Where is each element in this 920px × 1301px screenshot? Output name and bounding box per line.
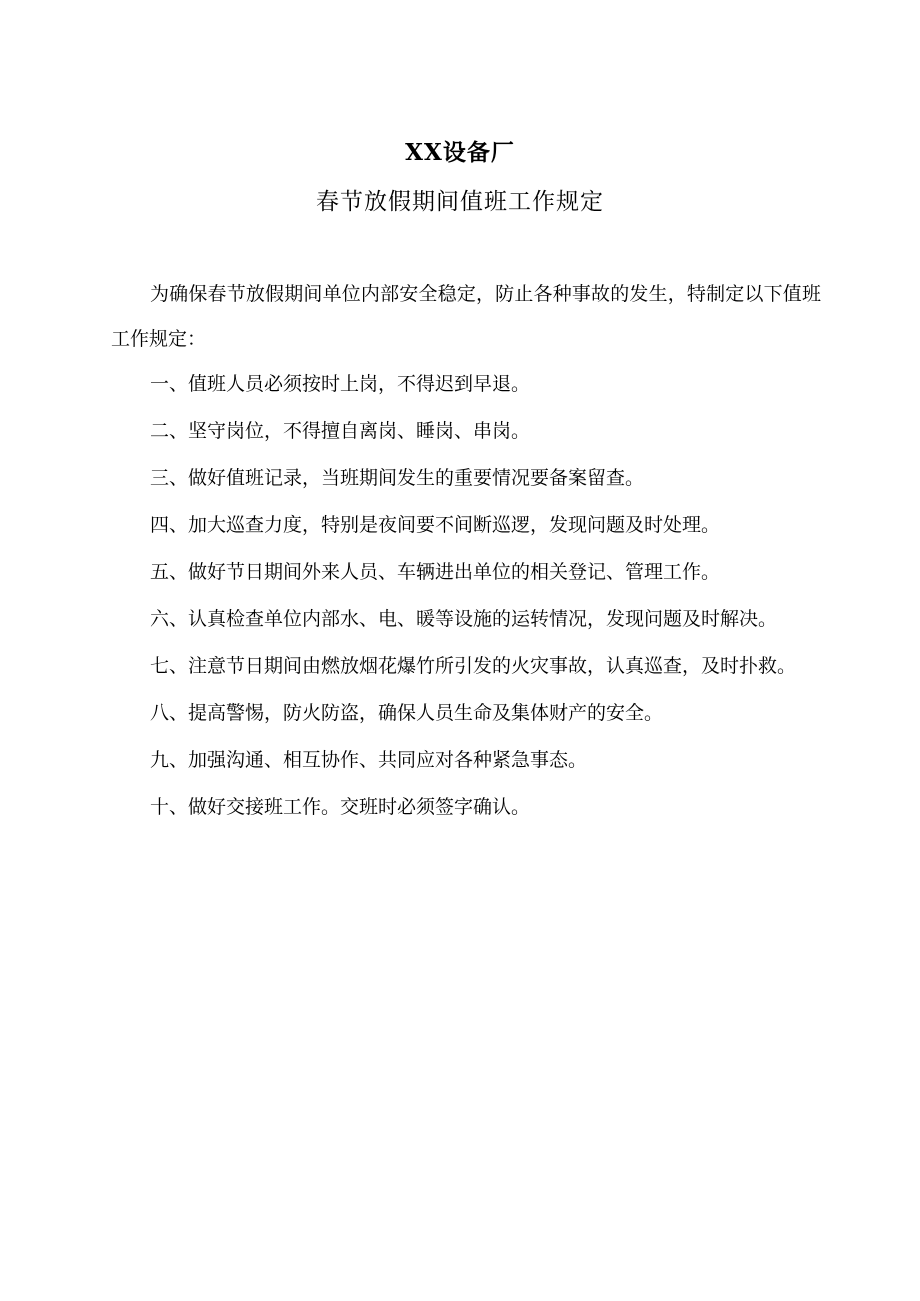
document-subheading: 春节放假期间值班工作规定 <box>316 189 604 215</box>
rule-item-6: 六、认真检查单位内部水、电、暖等设施的运转情况，发现问题及时解决。 <box>150 608 778 630</box>
rule-item-2: 二、坚守岗位，不得擅自离岗、睡岗、串岗。 <box>150 420 531 442</box>
intro-paragraph: 为确保春节放假期间单位内部安全稳定，防止各种事故的发生，特制定以下值班工作规定： <box>111 283 821 350</box>
rule-item-3: 三、做好值班记录，当班期间发生的重要情况要备案留查。 <box>150 467 645 489</box>
rule-item-7: 七、注意节日期间由燃放烟花爆竹所引发的火灾事故，认真巡查，及时扑救。 <box>150 655 797 677</box>
rule-item-10: 十、做好交接班工作。交班时必须签字确认。 <box>150 796 531 818</box>
document-heading: XX设备厂 <box>405 139 515 166</box>
rules-list <box>111 362 821 832</box>
rule-item-5: 五、做好节日期间外来人员、车辆进出单位的相关登记、管理工作。 <box>150 561 721 583</box>
rule-item-8: 八、提高警惕，防火防盗，确保人员生命及集体财产的安全。 <box>150 702 664 724</box>
rule-item-9: 九、加强沟通、相互协作、共同应对各种紧急事态。 <box>150 749 588 771</box>
rule-item-1: 一、值班人员必须按时上岗，不得迟到早退。 <box>150 373 531 395</box>
rule-item-4: 四、加大巡查力度，特别是夜间要不间断巡逻，发现问题及时处理。 <box>150 514 721 536</box>
